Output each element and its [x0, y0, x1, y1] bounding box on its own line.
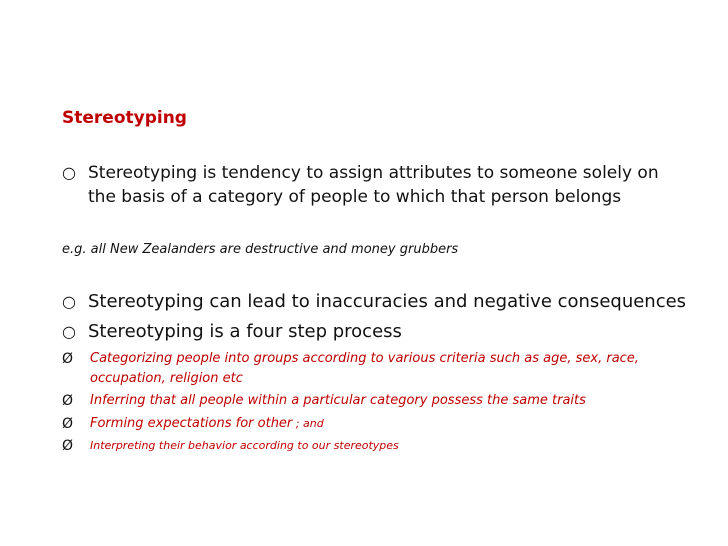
step-text: Inferring that all people within a particular category possess the same traits — [90, 393, 586, 408]
bullet-text: Stereotyping is tendency to assign attributes to someone solely on the basis of a category of people to which that person belongs — [88, 163, 659, 207]
bullet-consequences — [62, 290, 712, 314]
bullet-process — [62, 320, 712, 344]
step-text: Categorizing people into groups according to various criteria such as age, sex, race, occupation, religion etc — [90, 351, 639, 386]
arrow-bullet-icon: Ø — [62, 393, 74, 409]
bullet-text: Stereotyping can lead to inaccuracies and negative consequences — [88, 291, 687, 312]
bullet-text: Stereotyping is a four step process — [88, 321, 402, 342]
bullet-definition — [62, 161, 702, 209]
step-suffix: ; and — [292, 417, 324, 430]
step-text: Interpreting their behavior according to our stereotypes — [90, 439, 399, 452]
step-inferring — [62, 391, 586, 411]
step-categorizing — [62, 349, 702, 389]
circle-bullet-icon: ○ — [62, 322, 76, 341]
step-interpreting — [62, 436, 399, 456]
step-forming — [62, 414, 324, 434]
step-text-wrapper — [90, 414, 324, 434]
arrow-bullet-icon: Ø — [62, 438, 74, 454]
arrow-bullet-icon: Ø — [62, 351, 74, 367]
step-text: Forming expectations for other — [90, 416, 293, 431]
circle-bullet-icon: ○ — [62, 163, 76, 182]
arrow-bullet-icon: Ø — [62, 416, 74, 432]
slide-title: Stereotyping — [62, 108, 187, 128]
circle-bullet-icon: ○ — [62, 292, 76, 311]
example-text: e.g. all New Zealanders are destructive and money grubbers — [62, 242, 459, 257]
